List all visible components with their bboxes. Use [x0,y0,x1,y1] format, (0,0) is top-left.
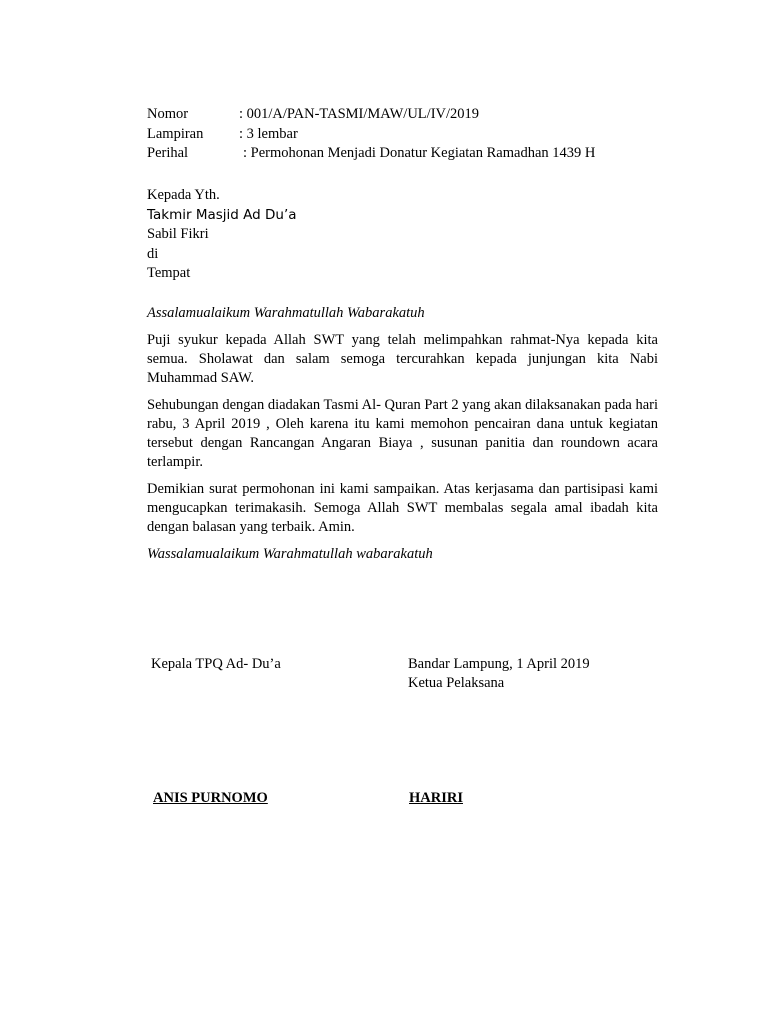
lampiran-label: Lampiran [147,125,204,142]
recipient-salutation: Kepada Yth. [147,187,220,203]
paragraph-1: Puji syukur kepada Allah SWT yang telah melimpahkan rahmat-Nya kepada kita semua. Sholawat dan salam semoga tercurahkan kepada junjungan kita Nabi Muhammad SAW. [147,332,658,386]
recipient-block [147,186,547,284]
header-nomor-row [147,105,667,125]
nomor-value: : 001/A/PAN-TASMI/MAW/UL/IV/2019 [239,106,480,122]
paragraph-3: Demikian surat permohonan ini kami sampaikan. Atas kerjasama dan partisipasi kami mengucapkan terimakasih. Semoga Allah SWT membalas segala amal ibadah kita dengan balasan yang terbaik. Amin. [147,481,658,535]
header-lampiran-row [147,125,667,145]
letter-header [147,105,667,164]
perihal-label: Perihal [147,145,189,161]
recipient-organization: Takmir Masjid Ad Du’a [147,206,297,223]
signature-right-name: HARIRI [409,790,463,806]
nomor-label: Nomor [147,106,189,122]
opening-greeting: Assalamualaikum Warahmatullah Wabarakatuh [147,305,425,321]
paragraph-2: Sehubungan dengan diadakan Tasmi Al- Quran Part 2 yang akan dilaksanakan pada hari rabu, 3 April 2019 , Oleh karena itu kami memohon pencairan dana untuk kegiatan tersebut dengan Rancangan Angaran Biaya , susunan panitia dan roundown acara terlampir. [147,397,658,470]
signature-right-title: Ketua Pelaksana [408,675,505,691]
perihal-value: : Permohonan Menjadi Donatur Kegiatan Ramadhan 1439 H [243,145,596,161]
signature-right-block [408,655,668,693]
closing-greeting: Wassalamualaikum Warahmatullah wabarakatuh [147,546,433,562]
lampiran-value: : 3 lembar [239,125,298,142]
recipient-name: Sabil Fikri [147,226,209,242]
signature-left-name: ANIS PURNOMO [153,790,268,806]
signature-left-title: Kepala TPQ Ad- Du’a [151,656,281,672]
header-perihal-row [147,144,667,164]
recipient-di: di [147,245,159,262]
signature-place-date: Bandar Lampung, 1 April 2019 [408,656,590,672]
recipient-place: Tempat [147,265,191,281]
letter-body [147,304,658,564]
signature-left-block [151,655,371,674]
